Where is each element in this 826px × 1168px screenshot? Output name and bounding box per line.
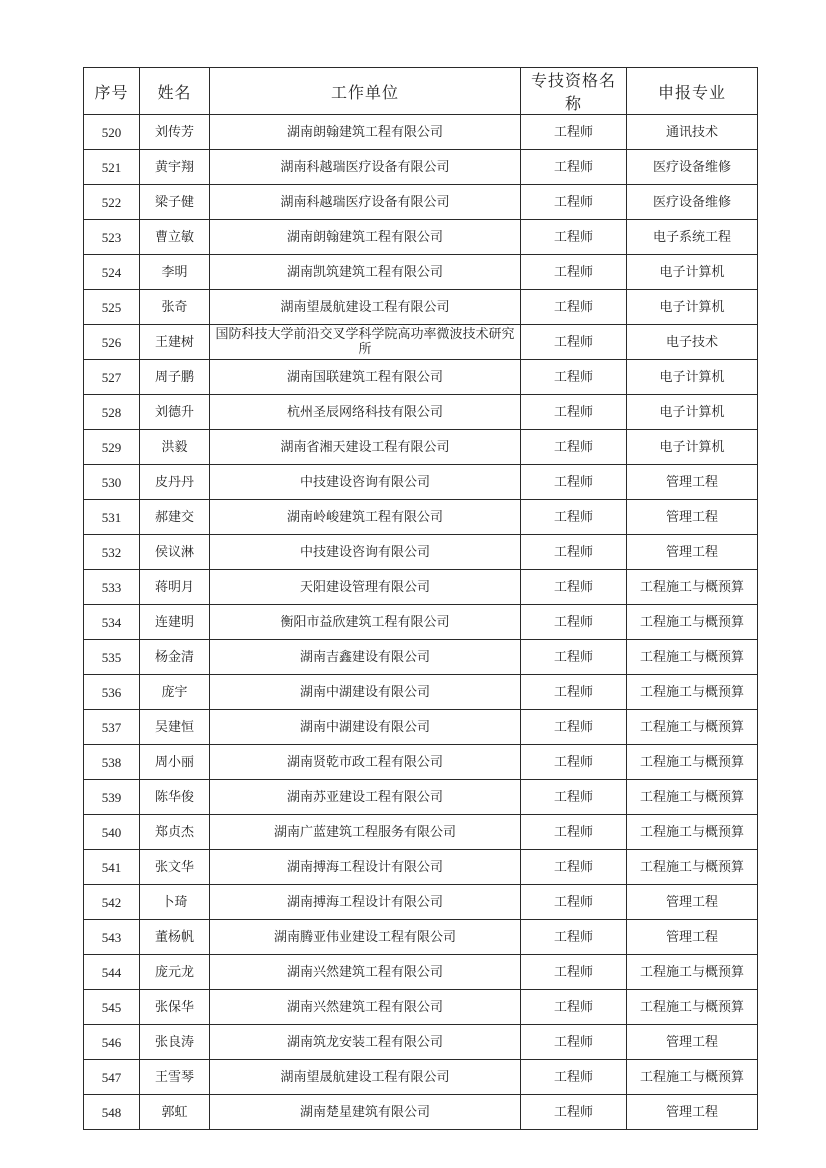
table-row — [84, 920, 758, 955]
cell-qualification: 工程师 — [521, 1095, 627, 1130]
cell-specialty: 电子技术 — [627, 325, 758, 360]
cell-qualification: 工程师 — [521, 955, 627, 990]
cell-unit: 天阳建设管理有限公司 — [210, 570, 521, 605]
cell-no: 547 — [84, 1060, 140, 1095]
cell-name: 庞元龙 — [140, 955, 210, 990]
cell-no: 522 — [84, 185, 140, 220]
cell-qualification: 工程师 — [521, 885, 627, 920]
table-row — [84, 1025, 758, 1060]
cell-unit: 湖南兴然建筑工程有限公司 — [210, 990, 521, 1025]
cell-unit: 湖南朗翰建筑工程有限公司 — [210, 220, 521, 255]
cell-no: 524 — [84, 255, 140, 290]
cell-specialty: 工程施工与概预算 — [627, 605, 758, 640]
cell-unit: 杭州圣辰网络科技有限公司 — [210, 395, 521, 430]
header-no: 序号 — [84, 68, 140, 115]
cell-unit: 湖南望晟航建设工程有限公司 — [210, 1060, 521, 1095]
cell-unit: 湖南中湖建设有限公司 — [210, 710, 521, 745]
cell-specialty: 医疗设备维修 — [627, 150, 758, 185]
cell-specialty: 工程施工与概预算 — [627, 640, 758, 675]
cell-specialty: 电子计算机 — [627, 290, 758, 325]
cell-no: 538 — [84, 745, 140, 780]
cell-unit: 湖南科越瑞医疗设备有限公司 — [210, 185, 521, 220]
cell-specialty: 工程施工与概预算 — [627, 745, 758, 780]
cell-qualification: 工程师 — [521, 605, 627, 640]
cell-qualification: 工程师 — [521, 535, 627, 570]
cell-unit: 衡阳市益欣建筑工程有限公司 — [210, 605, 521, 640]
table-row — [84, 1060, 758, 1095]
table-row — [84, 535, 758, 570]
table-row — [84, 150, 758, 185]
cell-qualification: 工程师 — [521, 220, 627, 255]
cell-specialty: 管理工程 — [627, 465, 758, 500]
cell-name: 周子鹏 — [140, 360, 210, 395]
table-row — [84, 710, 758, 745]
cell-unit: 湖南兴然建筑工程有限公司 — [210, 955, 521, 990]
cell-specialty: 管理工程 — [627, 500, 758, 535]
cell-qualification: 工程师 — [521, 780, 627, 815]
cell-name: 张良涛 — [140, 1025, 210, 1060]
cell-specialty: 电子计算机 — [627, 255, 758, 290]
table-row — [84, 395, 758, 430]
cell-no: 521 — [84, 150, 140, 185]
header-qualification: 专技资格名称 — [521, 68, 627, 115]
cell-unit: 湖南朗翰建筑工程有限公司 — [210, 115, 521, 150]
cell-specialty: 管理工程 — [627, 535, 758, 570]
cell-specialty: 工程施工与概预算 — [627, 1060, 758, 1095]
table-row — [84, 360, 758, 395]
cell-qualification: 工程师 — [521, 290, 627, 325]
cell-no: 530 — [84, 465, 140, 500]
cell-no: 535 — [84, 640, 140, 675]
cell-qualification: 工程师 — [521, 500, 627, 535]
cell-unit: 湖南科越瑞医疗设备有限公司 — [210, 150, 521, 185]
table-row — [84, 570, 758, 605]
cell-name: 王雪琴 — [140, 1060, 210, 1095]
cell-no: 533 — [84, 570, 140, 605]
cell-qualification: 工程师 — [521, 150, 627, 185]
table-row — [84, 115, 758, 150]
cell-no: 529 — [84, 430, 140, 465]
cell-name: 连建明 — [140, 605, 210, 640]
header-specialty: 申报专业 — [627, 68, 758, 115]
cell-specialty: 工程施工与概预算 — [627, 780, 758, 815]
cell-unit: 中技建设咨询有限公司 — [210, 465, 521, 500]
cell-no: 534 — [84, 605, 140, 640]
table-row — [84, 850, 758, 885]
cell-specialty: 电子计算机 — [627, 360, 758, 395]
cell-unit: 湖南搏海工程设计有限公司 — [210, 850, 521, 885]
cell-specialty: 管理工程 — [627, 1095, 758, 1130]
cell-qualification: 工程师 — [521, 1025, 627, 1060]
cell-name: 梁子健 — [140, 185, 210, 220]
cell-specialty: 电子计算机 — [627, 395, 758, 430]
cell-qualification: 工程师 — [521, 815, 627, 850]
cell-no: 542 — [84, 885, 140, 920]
cell-no: 520 — [84, 115, 140, 150]
cell-no: 528 — [84, 395, 140, 430]
table-row — [84, 990, 758, 1025]
cell-no: 540 — [84, 815, 140, 850]
cell-specialty: 管理工程 — [627, 1025, 758, 1060]
cell-qualification: 工程师 — [521, 255, 627, 290]
cell-specialty: 管理工程 — [627, 885, 758, 920]
cell-specialty: 工程施工与概预算 — [627, 850, 758, 885]
cell-qualification: 工程师 — [521, 710, 627, 745]
cell-name: 王建树 — [140, 325, 210, 360]
cell-name: 刘德升 — [140, 395, 210, 430]
cell-no: 531 — [84, 500, 140, 535]
table-row — [84, 780, 758, 815]
cell-qualification: 工程师 — [521, 360, 627, 395]
cell-no: 545 — [84, 990, 140, 1025]
table-row — [84, 185, 758, 220]
cell-name: 陈华俊 — [140, 780, 210, 815]
cell-unit: 湖南腾亚伟业建设工程有限公司 — [210, 920, 521, 955]
cell-name: 张文华 — [140, 850, 210, 885]
cell-qualification: 工程师 — [521, 990, 627, 1025]
cell-name: 洪毅 — [140, 430, 210, 465]
cell-name: 卜琦 — [140, 885, 210, 920]
cell-name: 刘传芳 — [140, 115, 210, 150]
cell-qualification: 工程师 — [521, 115, 627, 150]
cell-specialty: 电子系统工程 — [627, 220, 758, 255]
cell-name: 郝建交 — [140, 500, 210, 535]
cell-name: 杨金清 — [140, 640, 210, 675]
table-header-row — [84, 68, 758, 115]
cell-unit: 湖南楚星建筑有限公司 — [210, 1095, 521, 1130]
cell-specialty: 工程施工与概预算 — [627, 710, 758, 745]
table-row — [84, 290, 758, 325]
cell-qualification: 工程师 — [521, 920, 627, 955]
cell-name: 庞宇 — [140, 675, 210, 710]
cell-unit: 湖南筑龙安装工程有限公司 — [210, 1025, 521, 1060]
table-body — [84, 115, 758, 1130]
cell-specialty: 工程施工与概预算 — [627, 815, 758, 850]
cell-no: 532 — [84, 535, 140, 570]
cell-specialty: 电子计算机 — [627, 430, 758, 465]
cell-no: 543 — [84, 920, 140, 955]
cell-no: 546 — [84, 1025, 140, 1060]
cell-qualification: 工程师 — [521, 850, 627, 885]
cell-name: 张保华 — [140, 990, 210, 1025]
table-row — [84, 500, 758, 535]
cell-qualification: 工程师 — [521, 745, 627, 780]
cell-no: 536 — [84, 675, 140, 710]
table-row — [84, 1095, 758, 1130]
table-row — [84, 255, 758, 290]
cell-name: 郭虹 — [140, 1095, 210, 1130]
cell-unit: 湖南搏海工程设计有限公司 — [210, 885, 521, 920]
cell-unit: 湖南凯筑建筑工程有限公司 — [210, 255, 521, 290]
table-row — [84, 815, 758, 850]
cell-name: 李明 — [140, 255, 210, 290]
cell-qualification: 工程师 — [521, 395, 627, 430]
cell-unit: 湖南贤乾市政工程有限公司 — [210, 745, 521, 780]
cell-specialty: 通讯技术 — [627, 115, 758, 150]
header-unit: 工作单位 — [210, 68, 521, 115]
cell-no: 523 — [84, 220, 140, 255]
cell-unit: 湖南广蓝建筑工程服务有限公司 — [210, 815, 521, 850]
cell-no: 541 — [84, 850, 140, 885]
table-row — [84, 430, 758, 465]
cell-qualification: 工程师 — [521, 570, 627, 605]
roster-table — [83, 67, 758, 1130]
table-row — [84, 955, 758, 990]
table-row — [84, 325, 758, 360]
cell-specialty: 工程施工与概预算 — [627, 990, 758, 1025]
table-row — [84, 640, 758, 675]
cell-qualification: 工程师 — [521, 430, 627, 465]
cell-qualification: 工程师 — [521, 185, 627, 220]
table-row — [84, 605, 758, 640]
cell-name: 郑贞杰 — [140, 815, 210, 850]
table-row — [84, 885, 758, 920]
cell-name: 吴建恒 — [140, 710, 210, 745]
cell-no: 539 — [84, 780, 140, 815]
cell-specialty: 工程施工与概预算 — [627, 570, 758, 605]
cell-name: 张奇 — [140, 290, 210, 325]
cell-qualification: 工程师 — [521, 325, 627, 360]
cell-no: 544 — [84, 955, 140, 990]
table-row — [84, 745, 758, 780]
table-row — [84, 465, 758, 500]
cell-name: 蒋明月 — [140, 570, 210, 605]
cell-no: 537 — [84, 710, 140, 745]
table-row — [84, 220, 758, 255]
cell-name: 董杨帆 — [140, 920, 210, 955]
cell-qualification: 工程师 — [521, 1060, 627, 1095]
cell-unit: 湖南国联建筑工程有限公司 — [210, 360, 521, 395]
cell-no: 527 — [84, 360, 140, 395]
cell-unit: 国防科技大学前沿交叉学科学院高功率微波技术研究所 — [210, 325, 521, 360]
cell-name: 皮丹丹 — [140, 465, 210, 500]
cell-specialty: 管理工程 — [627, 920, 758, 955]
cell-qualification: 工程师 — [521, 640, 627, 675]
cell-no: 526 — [84, 325, 140, 360]
cell-unit: 湖南望晟航建设工程有限公司 — [210, 290, 521, 325]
cell-unit: 湖南吉鑫建设有限公司 — [210, 640, 521, 675]
cell-no: 548 — [84, 1095, 140, 1130]
cell-no: 525 — [84, 290, 140, 325]
cell-unit: 湖南岭峻建筑工程有限公司 — [210, 500, 521, 535]
cell-specialty: 工程施工与概预算 — [627, 955, 758, 990]
cell-name: 侯议淋 — [140, 535, 210, 570]
cell-qualification: 工程师 — [521, 465, 627, 500]
cell-unit: 中技建设咨询有限公司 — [210, 535, 521, 570]
cell-specialty: 工程施工与概预算 — [627, 675, 758, 710]
cell-name: 周小丽 — [140, 745, 210, 780]
table-row — [84, 675, 758, 710]
cell-qualification: 工程师 — [521, 675, 627, 710]
cell-unit: 湖南苏亚建设工程有限公司 — [210, 780, 521, 815]
header-name: 姓名 — [140, 68, 210, 115]
cell-name: 黄宇翔 — [140, 150, 210, 185]
cell-unit: 湖南省湘天建设工程有限公司 — [210, 430, 521, 465]
cell-unit: 湖南中湖建设有限公司 — [210, 675, 521, 710]
cell-name: 曹立敏 — [140, 220, 210, 255]
cell-specialty: 医疗设备维修 — [627, 185, 758, 220]
